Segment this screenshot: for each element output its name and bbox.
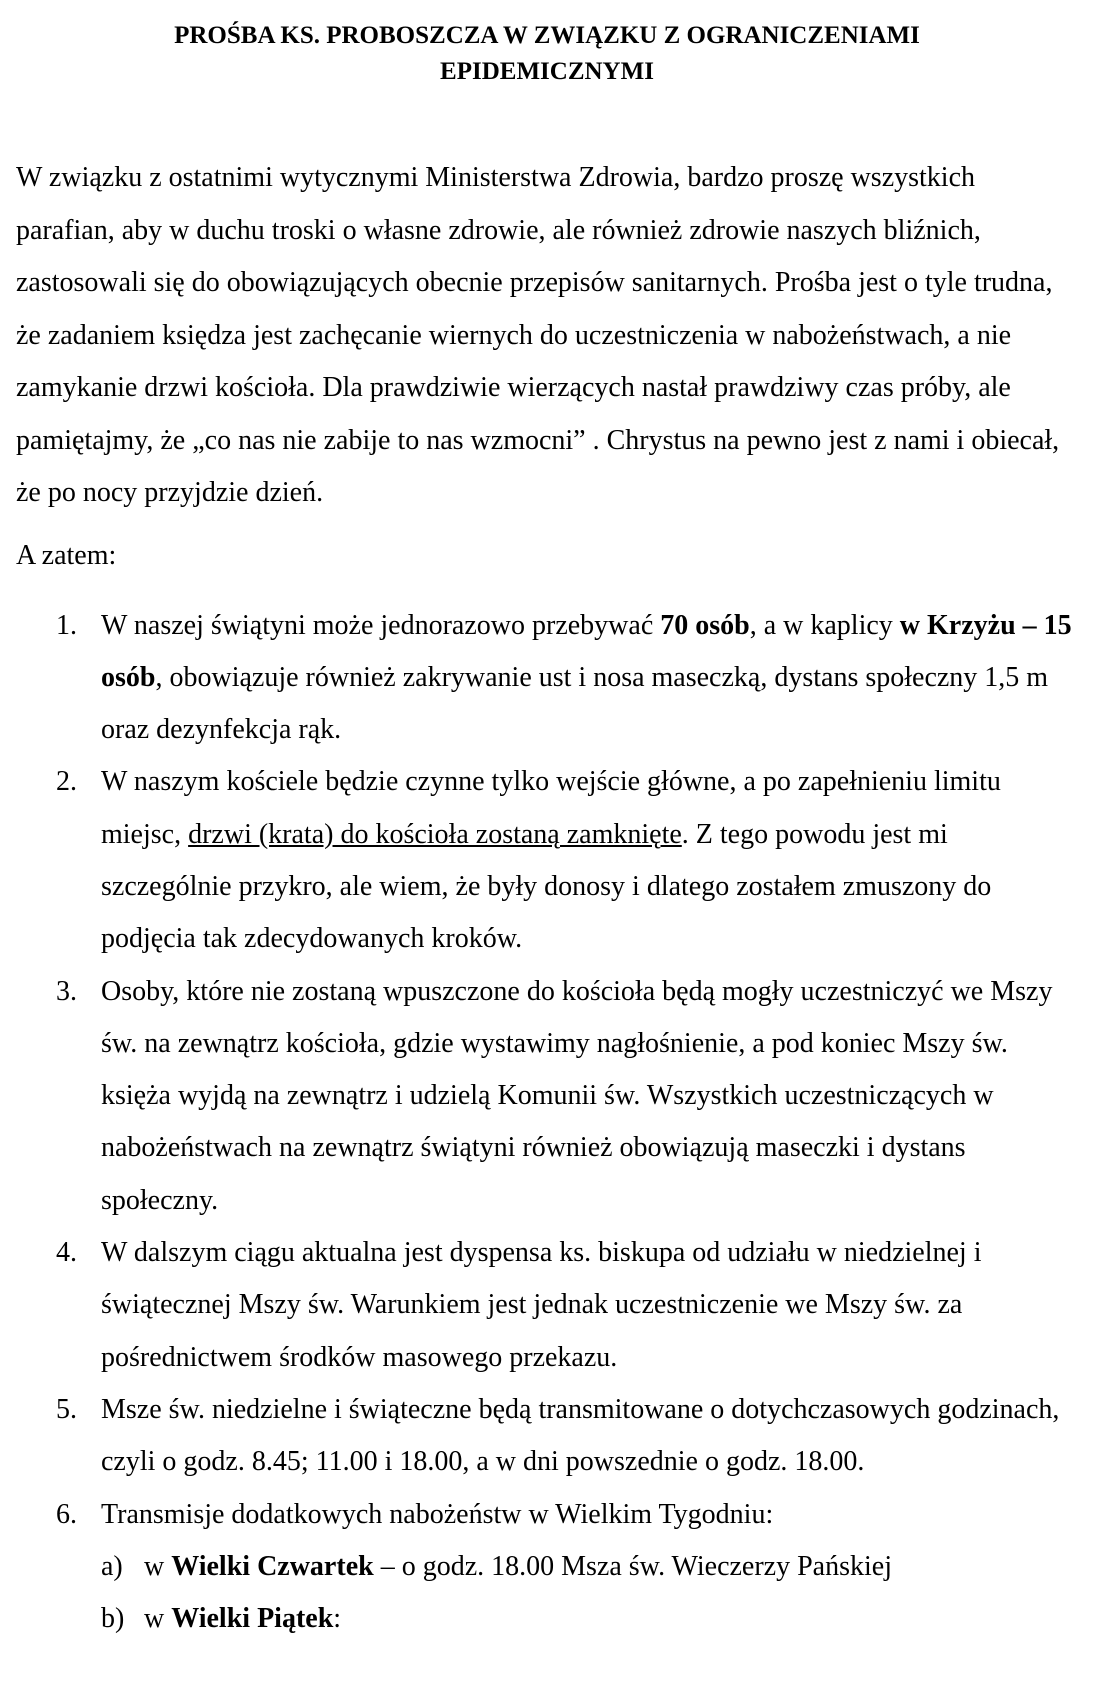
underlined-text: drzwi (krata) do kościoła zostaną zamknięte <box>188 818 682 850</box>
list-item-2 <box>16 756 1078 965</box>
list-item-3 <box>16 966 1078 1227</box>
list-item-text: W naszym kościele będzie czynne tylko wejście główne, a po zapełnieniu limitu miejsc, <box>101 766 1001 850</box>
sub-list-text: – o godz. 18.00 Msza św. Wieczerzy Pańskiej <box>373 1550 892 1582</box>
list-item-number: 5. <box>56 1393 77 1425</box>
sub-list-text: : <box>333 1603 342 1635</box>
list-item-text: , obowiązuje również zakrywanie ust i nosa maseczką, dystans społeczny 1,5 m oraz dezynfekcja rąk. <box>101 661 1049 746</box>
sub-list-text: w <box>144 1550 172 1582</box>
bold-text: Wielki Czwartek <box>171 1550 374 1582</box>
list-item-text: Msze św. niedzielne i świąteczne będą transmitowane o dotychczasowych godzinach, czyli o godz. 8.45; 11.00 i 18.00, a w dni powszednie o godz. 18.00. <box>101 1393 1060 1478</box>
bold-text: w Krzyżu – 15 osób <box>101 609 1072 693</box>
list-lead-in: A zatem: <box>16 539 117 571</box>
list-item-number: 6. <box>56 1498 77 1530</box>
sub-list-letter: a) <box>101 1550 123 1582</box>
sub-list <box>101 1541 1078 1646</box>
list-item-text: , a w kaplicy <box>749 609 900 641</box>
list-item-5 <box>16 1384 1078 1489</box>
numbered-list <box>16 600 1078 1646</box>
sub-list-letter: b) <box>101 1603 125 1635</box>
sub-list-item-b <box>101 1593 1078 1645</box>
list-item-text: . Z tego powodu jest mi szczególnie przykro, ale wiem, że były donosy i dlatego zostałem zmuszony do podjęcia tak zdecydowanych kroków. <box>101 818 992 955</box>
list-item-number: 3. <box>56 975 77 1007</box>
list-item-text: Osoby, które nie zostaną wpuszczone do kościoła będą mogły uczestniczyć we Mszy św. na zewnątrz kościoła, gdzie wystawimy nagłośnienie, a pod koniec Mszy św. księża wyjdą na zewnątrz i udzielą Komunii św. Wszystkich uczestniczących w nabożeństwach na zewnątrz świątyni również obowiązują maseczki i dystans społeczny. <box>101 975 1053 1216</box>
document-title-line-1: PROŚBA KS. PROBOSZCZA W ZWIĄZKU Z OGRANICZENIAMI <box>174 22 920 49</box>
list-item-text: Transmisje dodatkowych nabożeństw w Wielkim Tygodniu: <box>101 1498 774 1530</box>
list-item-number: 1. <box>56 609 77 641</box>
list-item-text: W naszej świątyni może jednorazowo przebywać <box>101 609 661 641</box>
sub-list-item-a <box>101 1541 1078 1593</box>
list-item-1 <box>16 600 1078 757</box>
document-title-line-2: EPIDEMICZNYMI <box>440 58 654 85</box>
intro-paragraph: W związku z ostatnimi wytycznymi Ministerstwa Zdrowia, bardzo proszę wszystkich parafian, aby w duchu troski o własne zdrowie, ale również zdrowie naszych bliźnich, zastosowali się do obowiązujących obecnie przepisów sanitarnych. Prośba jest o tyle trudna, że zadaniem księdza jest zachęcanie wiernych do uczestniczenia w nabożeństwach, a nie zamykanie drzwi kościoła. Dla prawdziwie wierzących nastał prawdziwy czas próby, ale pamiętajmy, że „co nas nie zabije to nas wzmocni” . Chrystus na pewno jest z nami i obiecał, że po nocy przyjdzie dzień. <box>16 162 1060 508</box>
list-item-6 <box>16 1489 1078 1646</box>
bold-text: 70 osób <box>660 609 750 641</box>
list-item-number: 4. <box>56 1237 77 1269</box>
list-item-text: W dalszym ciągu aktualna jest dyspensa ks. biskupa od udziału w niedzielnej i świątecznej Mszy św. Warunkiem jest jednak uczestniczenie we Mszy św. za pośrednictwem środków masowego przekazu. <box>101 1237 982 1373</box>
list-item-number: 2. <box>56 766 77 798</box>
document-title <box>16 0 1078 90</box>
list-item-4 <box>16 1227 1078 1384</box>
sub-list-text: w <box>144 1603 172 1635</box>
bold-text: Wielki Piątek <box>171 1603 334 1635</box>
